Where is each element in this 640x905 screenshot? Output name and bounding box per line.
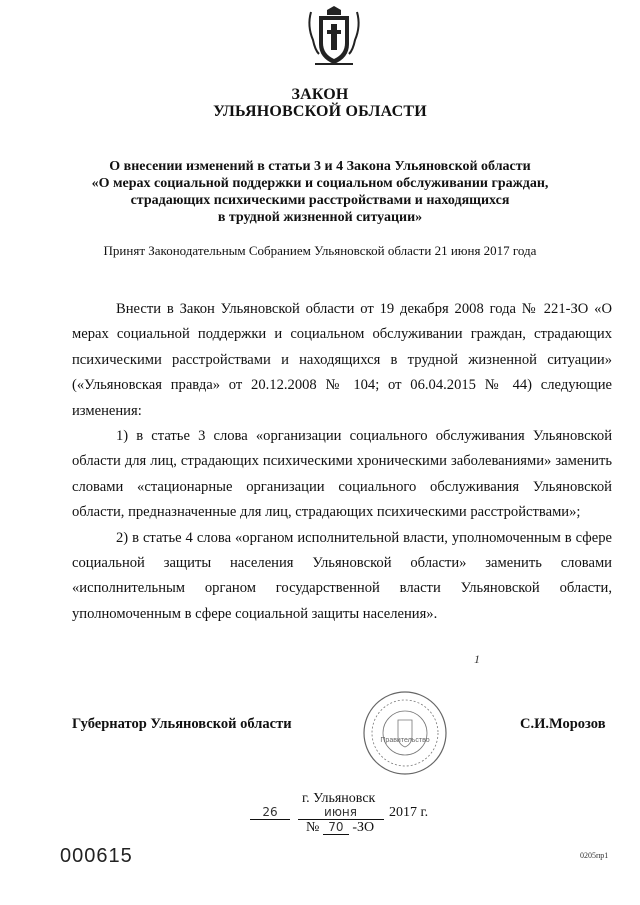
subject-line-1: О внесении изменений в статьи 3 и 4 Закона Ульяновской области — [109, 159, 531, 174]
subject-line-3: страдающих психическими расстройствами и находящихся — [130, 193, 510, 208]
intro-paragraph: Внести в Закон Ульяновской области от 19 декабря 2008 года № 221-ЗО «О мерах социальной поддержки и социальном обслуживании граждан, страдающих психическими расстройствами и находящихся в трудной жизненной ситуации» («Ульяновская правда» от 20.12.2008 № 104; от 06.04.2015 № 44) следующие изменения: — [72, 301, 612, 419]
document-code: 0205пр1 — [580, 851, 609, 860]
date-day: 26 — [250, 805, 290, 820]
law-number — [306, 820, 374, 836]
number-suffix: -ЗО — [352, 820, 375, 835]
margin-mark: 1 — [474, 652, 480, 666]
amendment-item-1: 1) в статье 3 слова «организации социального обслуживания Ульяновской области для лиц, страдающих психическими хроническими заболеваниями» заменить словами «стационарные организации социального обслуживания Ульяновской области, предназначенные для лиц, страдающих психическими расстройствами»; — [72, 428, 612, 521]
signatory-name: С.И.Морозов — [520, 716, 606, 732]
amendment-item-2: 2) в статье 4 слова «органом исполнительной власти, уполномоченным в сфере социальной защиты населения Ульяновской области» заменить словами «исполнительным органом государственной власти Ульяновской области, уполномоченным в сфере социальной защиты населения». — [72, 529, 612, 622]
number-prefix: № — [306, 820, 320, 835]
official-seal-icon — [362, 690, 448, 776]
signatory-title: Губернатор Ульяновской области — [72, 716, 292, 732]
registration-number: 000615 — [60, 845, 133, 867]
law-body — [72, 297, 612, 627]
region-name: УЛЬЯНОВСКОЙ ОБЛАСТИ — [213, 103, 427, 120]
coat-of-arms-icon — [305, 6, 363, 70]
subject-line-4: в трудной жизненной ситуации» — [217, 210, 423, 225]
signing-date — [250, 805, 428, 821]
stamp-text: Правительство — [380, 737, 430, 744]
document-type: ЗАКОН — [291, 86, 349, 103]
number-value: 70 — [323, 820, 349, 835]
subject-line-2: «О мерах социальной поддержки и социальном обслуживании граждан, — [91, 176, 549, 191]
adoption-note: Принят Законодательным Собранием Ульяновской области 21 июня 2017 года — [103, 243, 537, 258]
place-of-signing: г. Ульяновск — [302, 791, 376, 806]
date-month: июня — [298, 805, 384, 820]
date-year: 2017 г. — [389, 805, 429, 820]
